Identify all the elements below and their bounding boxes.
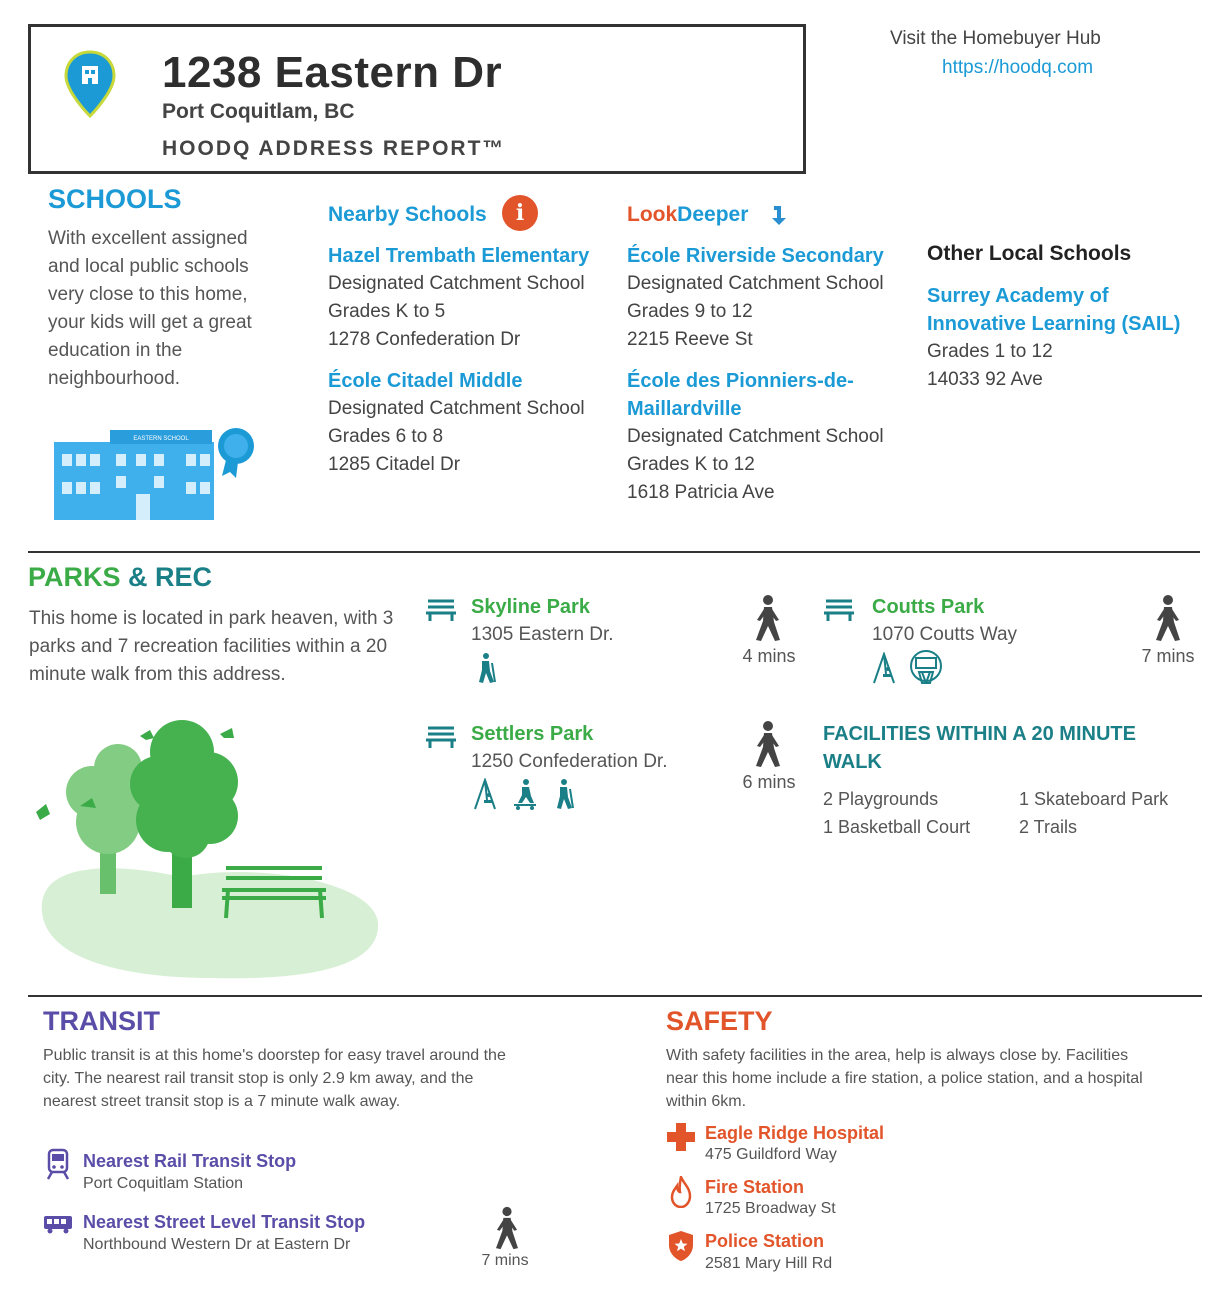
address-city: Port Coquitlam, BC [162, 100, 355, 123]
section-divider [28, 995, 1202, 997]
street-stop-title: Nearest Street Level Transit Stop [83, 1212, 366, 1232]
school-grades: Grades 6 to 8 [328, 426, 444, 447]
school-address: 2215 Reeve St [627, 329, 753, 350]
section-divider [28, 551, 1200, 553]
fire-flame-icon [670, 1176, 692, 1208]
school-type: Designated Catchment School [627, 426, 884, 447]
hiking-icon [474, 652, 496, 684]
safety-item-address: 1725 Broadway St [705, 1200, 836, 1217]
report-label: HOODQ ADDRESS REPORT™ [162, 137, 506, 160]
school-address: 1618 Patricia Ave [627, 482, 775, 503]
park-address: 1070 Coutts Way [872, 624, 1018, 645]
school-grades: Grades 1 to 12 [927, 341, 1053, 362]
park-address: 1305 Eastern Dr. [471, 624, 614, 645]
transit-section-title: TRANSIT [43, 1006, 160, 1036]
deeper-school-1 [627, 242, 917, 354]
walk-time: 4 mins [742, 646, 796, 666]
school-name[interactable]: École Riverside Secondary [627, 245, 884, 267]
facility-item: 1 Basketball Court [823, 817, 971, 837]
info-icon[interactable]: i [502, 195, 538, 231]
safety-item-name[interactable]: Police Station [705, 1231, 825, 1251]
park-bench-icon [426, 598, 456, 622]
school-name-line1[interactable]: École des Pionniers-de- [627, 370, 854, 392]
park-name[interactable]: Skyline Park [471, 596, 590, 618]
rail-stop-name[interactable]: Port Coquitlam Station [83, 1175, 244, 1192]
facility-item: 1 Skateboard Park [1019, 789, 1169, 809]
deeper-school-2 [627, 367, 917, 507]
home-location-pin-icon [64, 50, 116, 118]
school-name[interactable]: Hazel Trembath Elementary [328, 245, 590, 267]
walking-person-icon [752, 720, 784, 768]
school-grades: Grades 9 to 12 [627, 301, 753, 322]
safety-item-address: 475 Guildford Way [705, 1146, 837, 1163]
park-address: 1250 Confederation Dr. [471, 751, 668, 772]
safety-section-title: SAFETY [666, 1006, 773, 1036]
walk-time: 7 mins [481, 1252, 529, 1269]
school-address: 1278 Confederation Dr [328, 329, 521, 350]
school-type: Designated Catchment School [627, 273, 884, 294]
safety-description: With safety facilities in the area, help is always close by. Facilities near this home include a fire station, a police station, and a hospital within 6km. [666, 1047, 1143, 1110]
school-grades: Grades K to 5 [328, 301, 446, 322]
school-name[interactable]: École Citadel Middle [328, 370, 523, 392]
school-name-line2[interactable]: Innovative Learning (SAIL) [927, 313, 1181, 335]
nearby-schools-title: Nearby Schools [328, 203, 487, 226]
skateboard-icon [512, 778, 538, 810]
lookdeeper-look: Look [627, 203, 678, 226]
park-name[interactable]: Coutts Park [872, 596, 985, 618]
playground-swing-icon [872, 652, 900, 684]
hiking-icon [552, 778, 574, 810]
playground-swing-icon [473, 778, 501, 810]
street-stop-name[interactable]: Northbound Western Dr at Eastern Dr [83, 1236, 351, 1253]
facility-item: 2 Playgrounds [823, 789, 939, 809]
school-building-icon [50, 424, 260, 524]
park-bench-icon [426, 725, 456, 749]
school-grades: Grades K to 12 [627, 454, 755, 475]
school-type: Designated Catchment School [328, 273, 585, 294]
school-address: 14033 92 Ave [927, 369, 1043, 390]
schools-section-title: SCHOOLS [48, 184, 182, 214]
school-address: 1285 Citadel Dr [328, 454, 461, 475]
parks-description: This home is located in park heaven, with 3 parks and 7 recreation facilities within a 20 minute walk from this address. [29, 608, 394, 685]
safety-item-name[interactable]: Eagle Ridge Hospital [705, 1123, 885, 1143]
safety-item-name[interactable]: Fire Station [705, 1177, 805, 1197]
park-trees-bench-illustration [32, 712, 384, 984]
school-type: Designated Catchment School [328, 398, 585, 419]
facilities-title: FACILITIES WITHIN A 20 MINUTE WALK [823, 723, 1136, 773]
bus-icon [43, 1214, 73, 1234]
lookdeeper-deeper: Deeper [677, 203, 749, 226]
park-name[interactable]: Settlers Park [471, 723, 594, 745]
walking-person-icon [1152, 594, 1184, 642]
transit-description: Public transit is at this home's doorstep for easy travel around the city. The nearest rail transit stop is only 2.9 km away, and the nearest street transit stop is a 7 minute walk away. [43, 1047, 506, 1110]
address-title: 1238 Eastern Dr [162, 48, 503, 97]
walking-person-icon [752, 594, 784, 642]
park-bench-icon [824, 598, 854, 622]
homebuyer-hub-text: Visit the Homebuyer Hub [890, 28, 1101, 49]
arrow-down-icon [770, 204, 788, 226]
school-name-line1[interactable]: Surrey Academy of [927, 285, 1109, 307]
nearby-school-1 [328, 242, 618, 354]
homebuyer-hub-link[interactable]: https://hoodq.com [942, 57, 1094, 78]
walking-person-icon [492, 1206, 522, 1250]
other-schools-title: Other Local Schools [927, 242, 1132, 265]
parks-section-title: PARKS & REC [28, 562, 213, 592]
school-sign-text: EASTERN SCHOOL [133, 436, 189, 442]
nearby-school-2 [328, 367, 618, 479]
walk-time: 6 mins [742, 772, 796, 792]
schools-description: With excellent assigned and local public schools very close to this home, your kids will get a great education in the neighbourhood. [48, 228, 252, 389]
rail-stop-title: Nearest Rail Transit Stop [83, 1151, 297, 1171]
safety-item-address: 2581 Mary Hill Rd [705, 1255, 833, 1272]
basketball-hoop-icon [908, 650, 944, 686]
walk-time: 7 mins [1141, 646, 1195, 666]
train-icon [46, 1148, 70, 1180]
other-school [927, 282, 1197, 394]
facility-item: 2 Trails [1019, 817, 1078, 837]
police-badge-icon [668, 1230, 694, 1262]
hospital-cross-icon [666, 1122, 696, 1152]
lookdeeper-title[interactable] [627, 203, 748, 227]
school-name-line2[interactable]: Maillardville [627, 398, 742, 420]
